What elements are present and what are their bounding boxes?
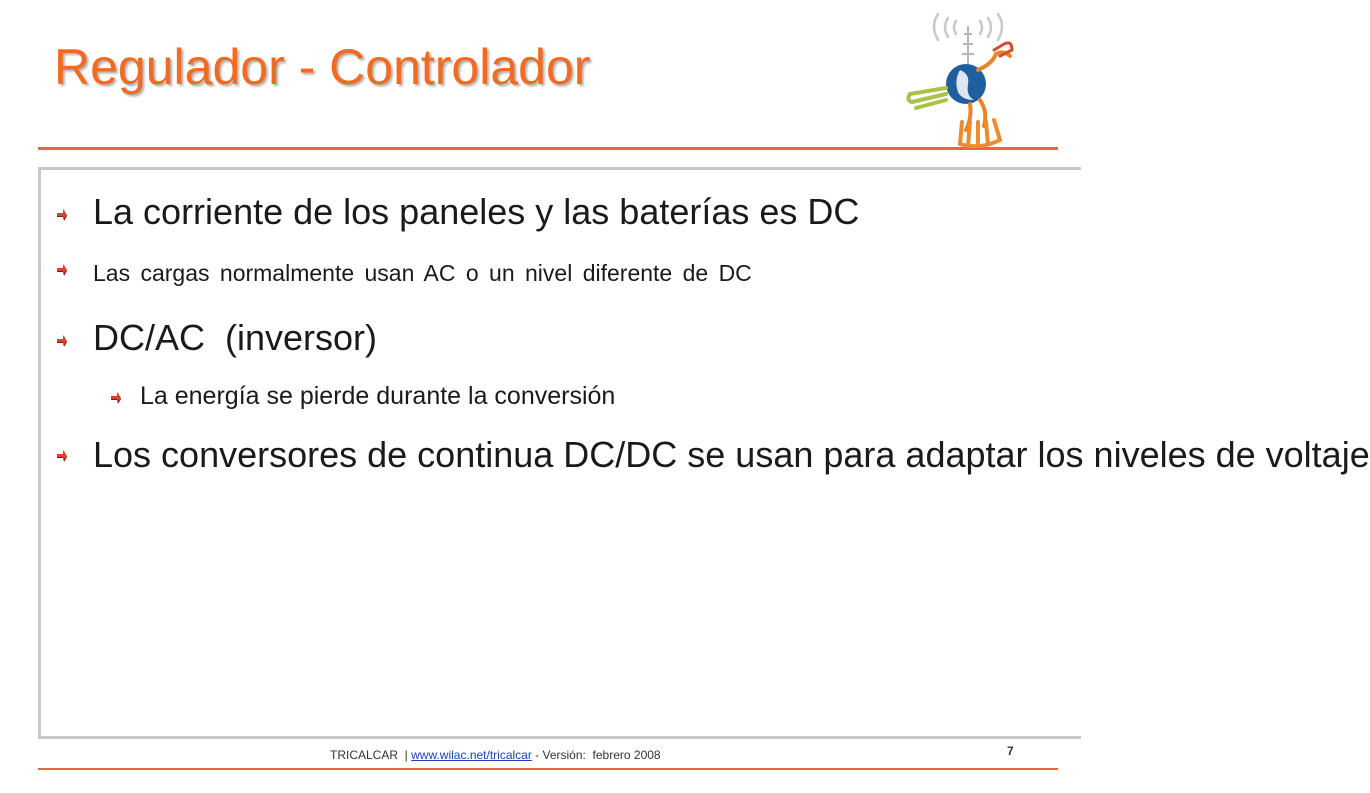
page-number: 7 <box>1007 744 1014 758</box>
bullet-item: Los conversores de continua DC/DC se usan para adaptar los niveles de voltaje <box>93 434 1370 475</box>
footer <box>330 748 661 762</box>
bullet-item: Las cargas normalmente usan AC o un nivel diferente de DC <box>93 260 752 286</box>
bullet-arrow-icon <box>56 209 68 222</box>
tricalcar-logo-icon <box>900 4 1050 154</box>
bullet-arrow-icon <box>110 392 122 405</box>
bullet-item: DC/AC (inversor) <box>93 317 378 358</box>
bullet-arrow-icon <box>56 335 68 348</box>
footer-divider <box>38 768 1058 770</box>
footer-prefix: TRICALCAR | <box>330 748 412 762</box>
footer-link[interactable]: www.wilac.net/tricalcar <box>411 748 532 762</box>
bullet-arrow-icon <box>56 450 68 463</box>
slide-title: Regulador - Controlador <box>54 39 591 95</box>
bullet-item: La energía se pierde durante la conversión <box>140 382 616 410</box>
bullet-arrow-icon <box>56 264 68 277</box>
bullet-item: La corriente de los paneles y las baterías es DC <box>93 191 860 232</box>
footer-version: - Versión: febrero 2008 <box>531 748 661 762</box>
